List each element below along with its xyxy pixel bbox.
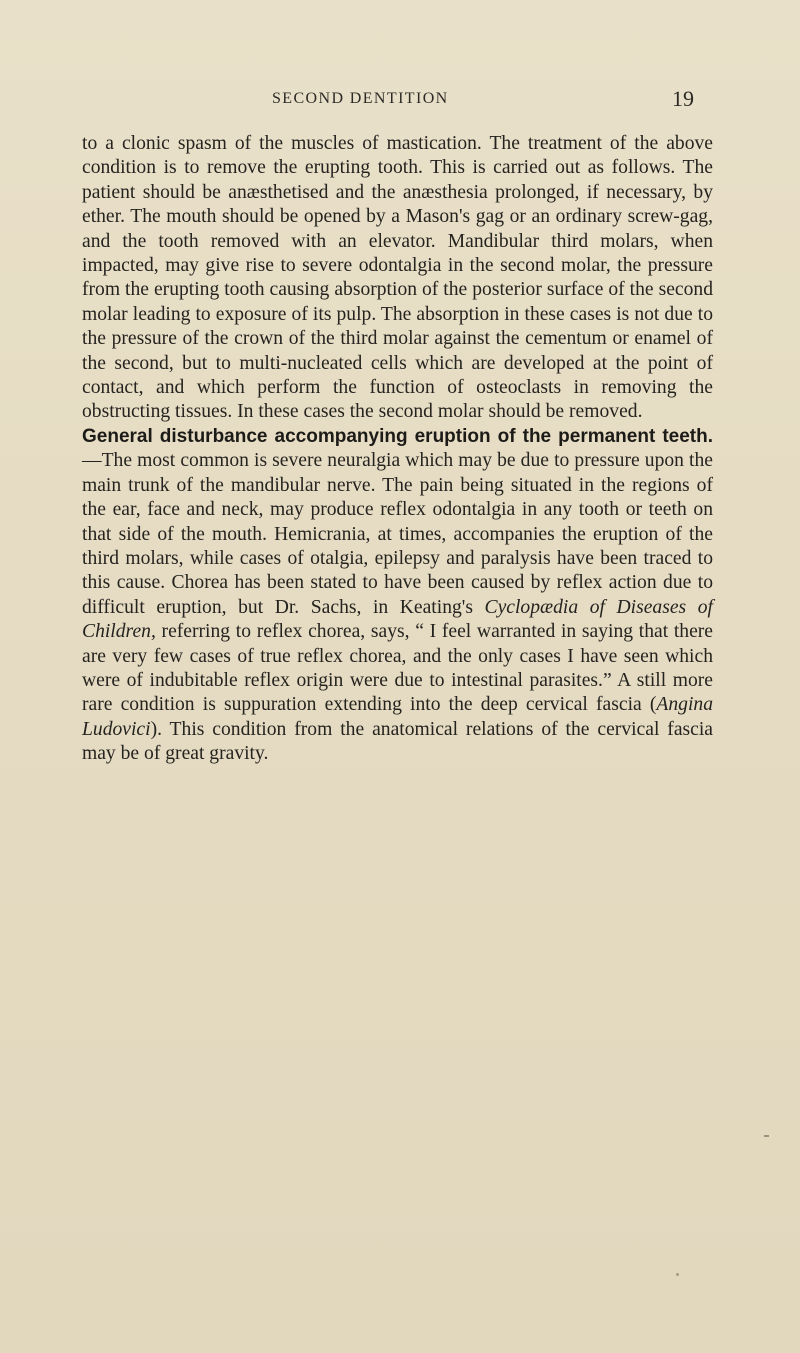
paragraph-general-disturbance bbox=[82, 425, 713, 767]
ink-dot bbox=[676, 1273, 679, 1276]
page-number: 19 bbox=[672, 86, 694, 111]
running-head bbox=[0, 86, 800, 112]
body-text bbox=[82, 132, 713, 767]
section-heading: General disturbance accompanying eruption of the permanent teeth. bbox=[82, 425, 713, 447]
running-title: SECOND DENTITION bbox=[272, 90, 449, 107]
paragraph-continuation: to a clonic spasm of the muscles of mastication. The treatment of the above condition is to remove the erupting tooth. This is carried out as follows. The patient should be anæsthetised and the anæsthesia prolonged, if necessary, by ether. The mouth should be opened by a Mason's gag or an ordinary screw-gag, and the tooth removed with an elevator. Mandibular third molars, when impacted, may give rise to severe odontalgia in the second molar, the pressure from the erupting tooth causing absorption of the posterior surface of the second molar leading to exposure of its pulp. The absorption in these cases is not due to the pressure of the crown of the third molar against the cementum or enamel of the second, but to multi-nucleated cells which are developed at the point of contact, and which perform the function of osteoclasts in removing the obstructing tissues. In these cases the second molar should be removed. bbox=[82, 133, 713, 423]
ink-mark bbox=[764, 1135, 769, 1137]
paragraph-text: ). This condition from the anatomical relations of the cervical fascia may be of great gravity. bbox=[82, 718, 713, 765]
italic-term-angina: Angina Ludovici bbox=[82, 694, 713, 740]
paragraph-text: —The most common is severe neuralgia which may be due to pressure upon the main trunk of the mandibular nerve. The pain being situated in the regions of the ear, face and neck, may produce reflex odontalgia in any tooth or teeth on that side of the mouth. Hemicrania, at times, accompanies the eruption of the third molars, while cases of otalgia, epilepsy and paralysis have been traced to this cause. Chorea has been stated to have been caused by reflex action due to difficult eruption, but Dr. Sachs, in Keating's bbox=[82, 450, 713, 618]
paragraph-text: referring to reflex chorea, says, “ I feel warranted in saying that there are very few cases of true reflex chorea, and the only cases I have seen which were of indubitable reflex origin were due to intestinal parasites.” A still more rare condition is suppuration extending into the deep cervical fascia ( bbox=[82, 621, 713, 716]
italic-title-cyclopaedia: Cyclopædia of Diseases of Children, bbox=[82, 596, 713, 643]
